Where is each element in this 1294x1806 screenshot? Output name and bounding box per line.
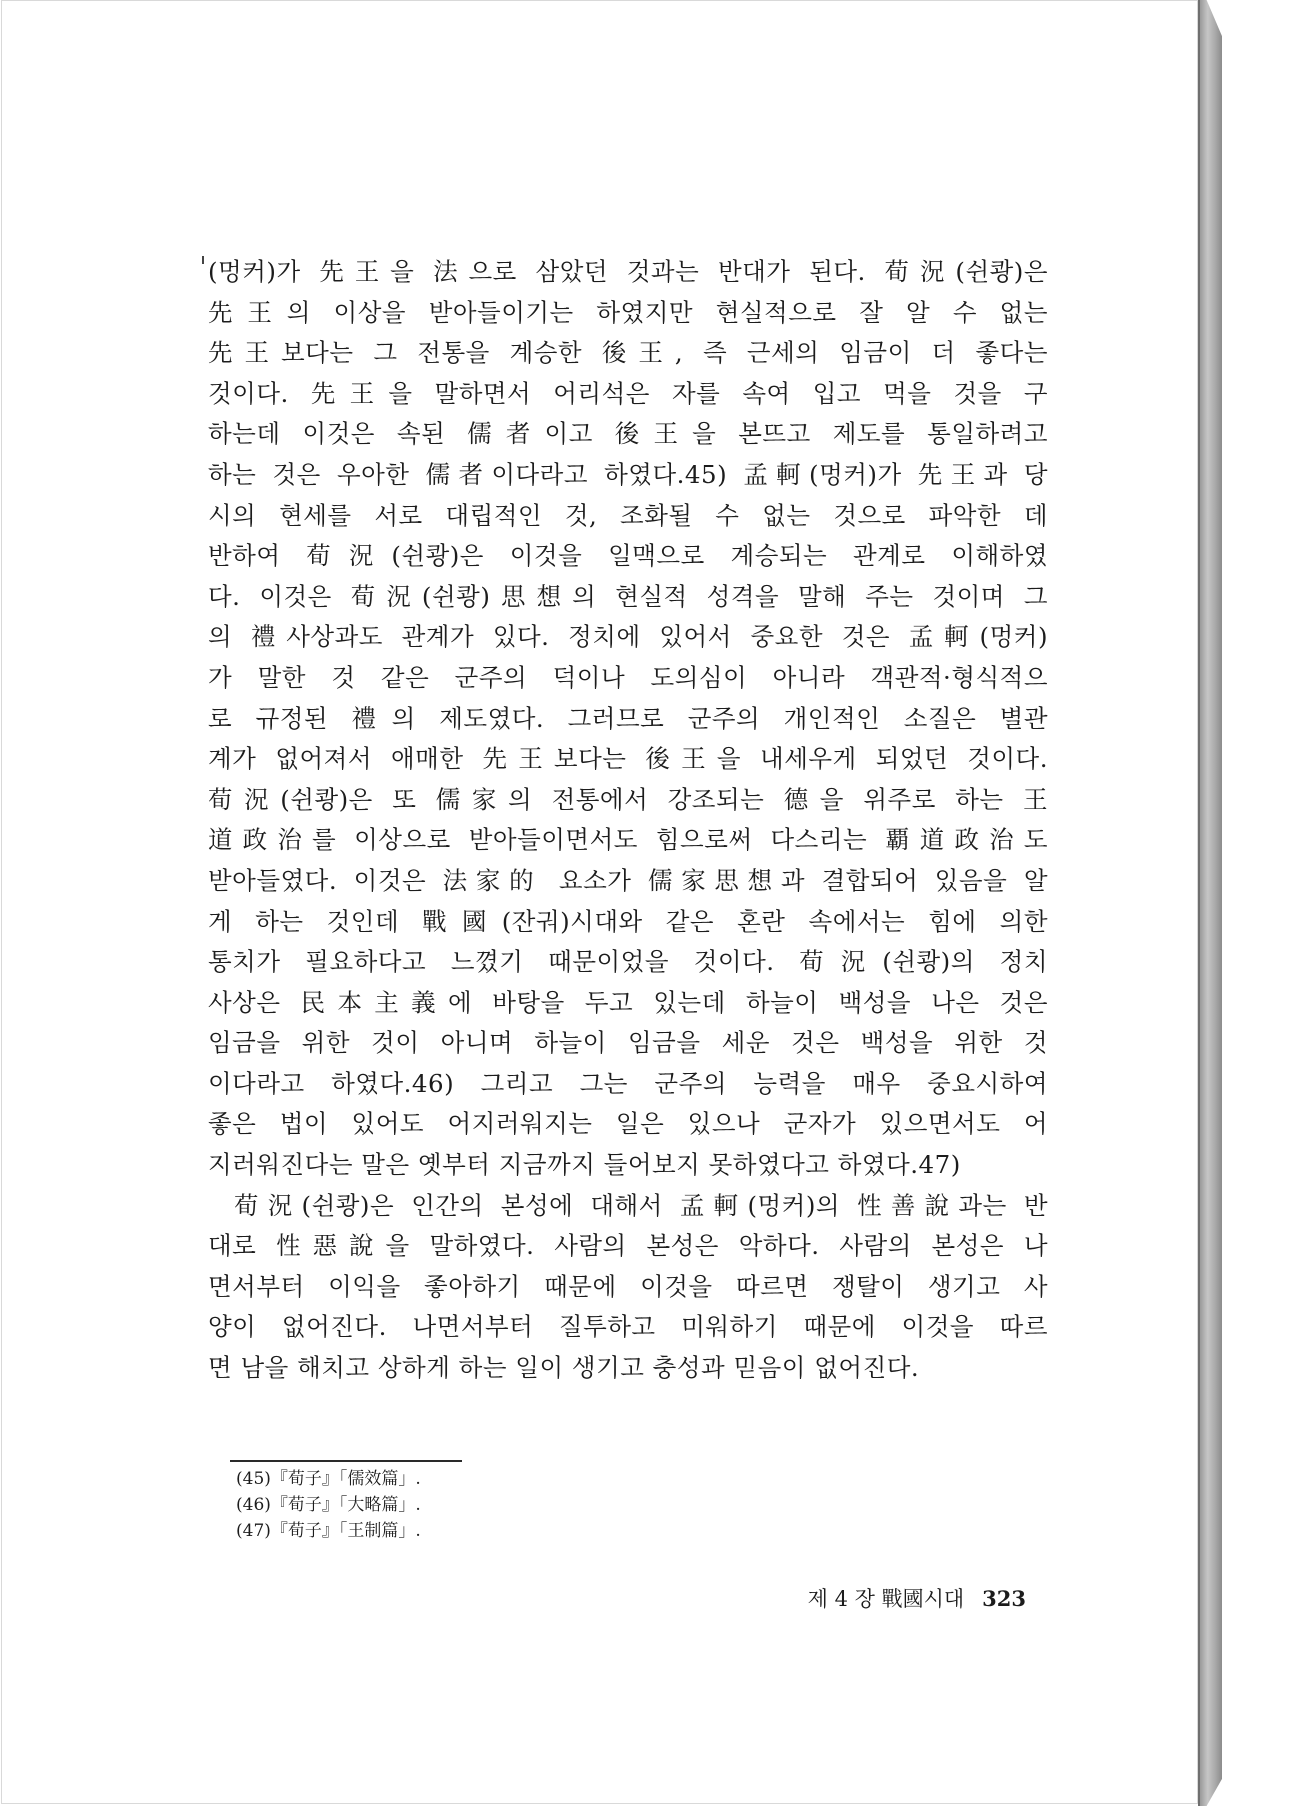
text-line: 지러워진다는 말은 옛부터 지금까지 들어보지 못하였다고 하였다.47) <box>208 1150 961 1180</box>
footnote-47: (47)『荀子』「王制篇」. <box>236 1521 421 1541</box>
footnote-divider <box>230 1460 462 1462</box>
page-stack-edge <box>1200 0 1222 1806</box>
text-line: 대로 性惡說을 말하였다. 사람의 본성은 악하다. 사람의 본성은 나 <box>208 1231 1048 1261</box>
text-line: 양이 없어진다. 나면서부터 질투하고 미워하기 때문에 이것을 따르 <box>208 1312 1048 1342</box>
text-line: 先王의 이상을 받아들이기는 하였지만 현실적으로 잘 알 수 없는 <box>208 297 1048 327</box>
text-line: 반하여 荀況(쉰쾅)은 이것을 일맥으로 계승되는 관계로 이해하였 <box>208 541 1048 571</box>
text-line: 다. 이것은 荀況(쉰쾅)思想의 현실적 성격을 말해 주는 것이며 그 <box>208 581 1048 611</box>
running-footer <box>808 1583 1026 1613</box>
page-number: 323 <box>982 1586 1026 1611</box>
print-mark <box>202 256 204 264</box>
text-line: (멍커)가 先王을 法으로 삼았던 것과는 반대가 된다. 荀況(쉰쾅)은 <box>208 257 1048 286</box>
text-line: 좋은 법이 있어도 어지러워지는 일은 있으나 군자가 있으면서도 어 <box>208 1109 1048 1139</box>
footnotes <box>236 1466 736 1544</box>
body-text <box>208 252 1048 1389</box>
text-line: 荀況(쉰쾅)은 또 儒家의 전통에서 강조되는 德을 위주로 하는 王 <box>208 784 1048 814</box>
text-line: 先王보다는 그 전통을 계승한 後王, 즉 근세의 임금이 더 좋다는 <box>208 338 1048 368</box>
text-line: 게 하는 것인데 戰國(잔궈)시대와 같은 혼란 속에서는 힘에 의한 <box>208 906 1048 936</box>
text-line: 로 규정된 禮의 제도였다. 그러므로 군주의 개인적인 소질은 별관 <box>208 703 1048 733</box>
text-line: 하는데 이것은 속된 儒者이고 後王을 본뜨고 제도를 통일하려고 <box>208 419 1048 449</box>
footnote-46: (46)『荀子』「大略篇」. <box>236 1495 421 1515</box>
chapter-title: 제 4 장 戰國시대 <box>807 1587 965 1611</box>
text-line: 하는 것은 우아한 儒者이다라고 하였다.45) 孟軻(멍커)가 先王과 당 <box>208 459 1048 489</box>
text-line: 시의 현세를 서로 대립적인 것, 조화될 수 없는 것으로 파악한 데 <box>208 500 1048 530</box>
text-line: 이다라고 하였다.46) 그리고 그는 군주의 능력을 매우 중요시하여 <box>208 1068 1048 1098</box>
text-line: 가 말한 것 같은 군주의 덕이나 도의심이 아니라 객관적·형식적으 <box>208 662 1048 692</box>
text-line: 면서부터 이익을 좋아하기 때문에 이것을 따르면 쟁탈이 생기고 사 <box>208 1271 1048 1301</box>
text-line: 것이다. 先王을 말하면서 어리석은 자를 속여 입고 먹을 것을 구 <box>208 378 1048 408</box>
text-line: 荀況(쉰쾅)은 인간의 본성에 대해서 孟軻(멍커)의 性善說과는 반 <box>234 1190 1048 1220</box>
text-line: 道政治를 이상으로 받아들이면서도 힘으로써 다스리는 覇道政治도 <box>208 825 1048 855</box>
text-line: 받아들였다. 이것은 法家的 요소가 儒家思想과 결합되어 있음을 알 <box>208 865 1048 895</box>
footnote-45: (45)『荀子』「儒效篇」. <box>236 1469 421 1489</box>
text-line: 면 남을 해치고 상하게 하는 일이 생기고 충성과 믿음이 없어진다. <box>208 1353 920 1383</box>
text-line: 임금을 위한 것이 아니며 하늘이 임금을 세운 것은 백성을 위한 것 <box>208 1028 1048 1058</box>
text-line: 사상은 民本主義에 바탕을 두고 있는데 하늘이 백성을 나은 것은 <box>208 987 1048 1017</box>
text-line: 의 禮사상과도 관계가 있다. 정치에 있어서 중요한 것은 孟軻(멍커) <box>208 622 1048 652</box>
text-line: 계가 없어져서 애매한 先王보다는 後王을 내세우게 되었던 것이다. <box>208 744 1048 774</box>
text-line: 통치가 필요하다고 느꼈기 때문이었을 것이다. 荀況(쉰쾅)의 정치 <box>208 947 1048 977</box>
